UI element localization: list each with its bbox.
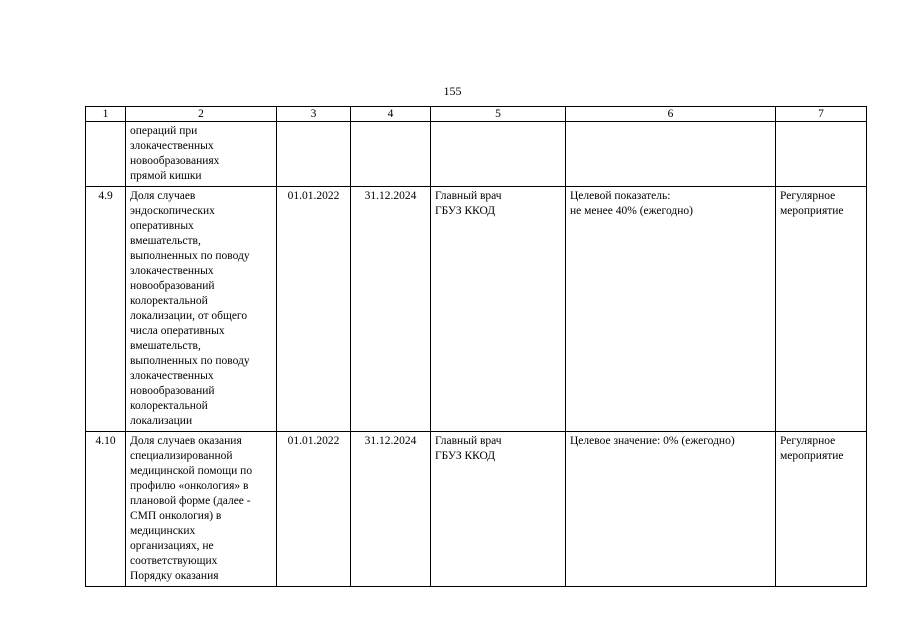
text-line: Главный врач xyxy=(435,190,502,202)
measure-type xyxy=(776,432,867,587)
text-line: новообразований xyxy=(130,385,215,397)
text-line: соответствующих xyxy=(130,555,218,567)
text-line: злокачественных xyxy=(130,370,214,382)
text-line: Доля случаев оказания xyxy=(130,435,242,447)
text-line: медицинских xyxy=(130,525,196,537)
measures-table xyxy=(85,106,867,587)
end-date: 31.12.2024 xyxy=(351,432,431,587)
target-value xyxy=(566,122,776,187)
row-number: 4.10 xyxy=(86,432,126,587)
text-line: Доля случаев xyxy=(130,190,196,202)
page-number: 155 xyxy=(443,84,462,98)
table-row xyxy=(86,432,867,587)
text-line: профилю «онкология» в xyxy=(130,480,249,492)
text-line: Порядку оказания xyxy=(130,570,219,582)
start-date: 01.01.2022 xyxy=(277,187,351,432)
text-line: выполненных по поводу xyxy=(130,250,250,262)
column-number: 4 xyxy=(351,107,431,122)
text-line: мероприятие xyxy=(780,205,844,217)
measure-type xyxy=(776,187,867,432)
text-line: новообразований xyxy=(130,280,215,292)
text-line: медицинской помощи по xyxy=(130,465,253,477)
row-number: 4.9 xyxy=(86,187,126,432)
text-line: колоректальной xyxy=(130,400,208,412)
indicator-description xyxy=(126,432,277,587)
column-number: 6 xyxy=(566,107,776,122)
text-line: ГБУЗ ККОД xyxy=(435,450,496,462)
text-line: ГБУЗ ККОД xyxy=(435,205,496,217)
text-line: специализированной xyxy=(130,450,233,462)
text-line: вмешательств, xyxy=(130,235,201,247)
text-line: плановой форме (далее - xyxy=(130,495,251,507)
measure-type xyxy=(776,122,867,187)
text-line: Регулярное xyxy=(780,435,836,447)
responsible xyxy=(431,432,566,587)
column-number: 3 xyxy=(277,107,351,122)
text-line: мероприятие xyxy=(780,450,844,462)
text-line: локализации, от общего xyxy=(130,310,248,322)
text-line: числа оперативных xyxy=(130,325,225,337)
column-number: 5 xyxy=(431,107,566,122)
text-line: операций при xyxy=(130,125,198,137)
text-line: организациях, не xyxy=(130,540,214,552)
column-number: 7 xyxy=(776,107,867,122)
text-line: оперативных xyxy=(130,220,194,232)
indicator-description xyxy=(126,122,277,187)
text-line: не менее 40% (ежегодно) xyxy=(570,205,693,217)
text-line: Целевой показатель: xyxy=(570,190,671,202)
target-value xyxy=(566,432,776,587)
column-number: 2 xyxy=(126,107,277,122)
table-row xyxy=(86,122,867,187)
end-date: 31.12.2024 xyxy=(351,187,431,432)
column-number: 1 xyxy=(86,107,126,122)
responsible xyxy=(431,187,566,432)
column-number-row xyxy=(86,107,867,122)
text-line: злокачественных xyxy=(130,265,214,277)
text-line: колоректальной xyxy=(130,295,208,307)
start-date: 01.01.2022 xyxy=(277,432,351,587)
table-row xyxy=(86,187,867,432)
text-line: эндоскопических xyxy=(130,205,215,217)
row-number xyxy=(86,122,126,187)
text-line: Регулярное xyxy=(780,190,836,202)
indicator-description xyxy=(126,187,277,432)
text-line: вмешательств, xyxy=(130,340,201,352)
end-date xyxy=(351,122,431,187)
responsible xyxy=(431,122,566,187)
start-date xyxy=(277,122,351,187)
text-line: новообразованиях xyxy=(130,155,220,167)
text-line: СМП онкология) в xyxy=(130,510,222,522)
text-line: злокачественных xyxy=(130,140,214,152)
text-line: выполненных по поводу xyxy=(130,355,250,367)
text-line: Главный врач xyxy=(435,435,502,447)
text-line: прямой кишки xyxy=(130,170,202,182)
target-value xyxy=(566,187,776,432)
text-line: локализации xyxy=(130,415,193,427)
text-line: Целевое значение: 0% (ежегодно) xyxy=(570,435,735,447)
